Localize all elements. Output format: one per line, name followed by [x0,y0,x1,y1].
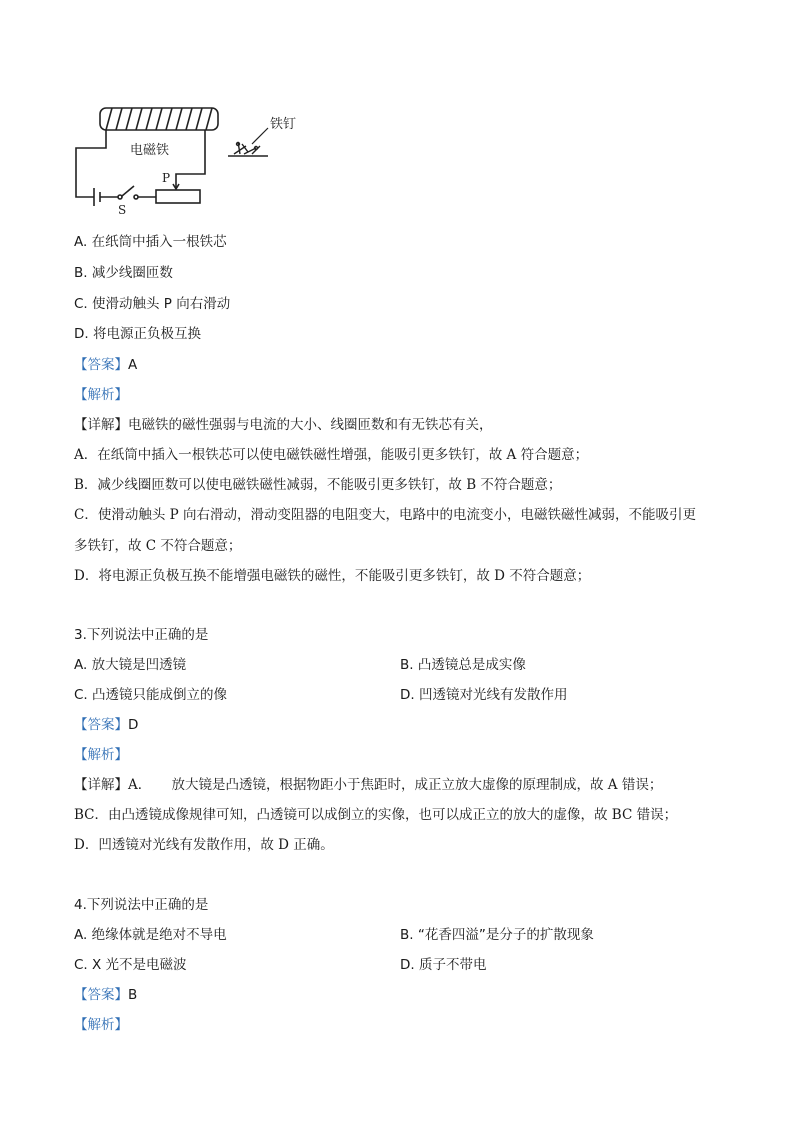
q4-option-d: D. 质子不带电 [400,957,487,973]
detail-tag: 【详解】 [74,777,128,793]
label-p: P [162,171,171,185]
q2-detail-0 [74,416,493,434]
answer-value: D [128,717,139,733]
q3-analysis-tag: 【解析】 [74,747,128,763]
q2-option-c: C. 使滑动触头 P 向右滑动 [74,296,231,312]
label-nails: 铁钉 [270,117,297,132]
label-s: S [118,203,127,217]
q3-detail-0 [74,776,662,794]
q3-stem: 3.下列说法中正确的是 [74,627,209,643]
detail-text: 电磁铁的磁性强弱与电流的大小、线圈匝数和有无铁芯有关， [128,417,493,433]
detail-text: A． 放大镜是凸透镜，根据物距小于焦距时，成正立放大虚像的原理制成，故 A 错误； [128,777,663,793]
q3-option-c: C. 凸透镜只能成倒立的像 [74,687,228,703]
nails-icon [234,142,260,154]
q2-detail-5: D．将电源正负极互换不能增强电磁铁的磁性，不能吸引更多铁钉，故 D 不符合题意； [74,568,591,584]
rheostat [156,190,200,203]
q2-detail-4: 多铁钉，故 C 不符合题意； [74,538,242,554]
q4-stem: 4.下列说法中正确的是 [74,897,209,913]
q4-analysis-tag: 【解析】 [74,1017,128,1033]
answer-tag: 【答案】 [74,357,128,373]
q4-option-c: C. X 光不是电磁波 [74,957,187,973]
electromagnet-circuit-diagram [70,102,310,222]
q2-option-a: A. 在纸筒中插入一根铁芯 [74,234,227,250]
q2-detail-3: C．使滑动触头 P 向右滑动，滑动变阻器的电阻变大，电路中的电流变小，电磁铁磁性减弱，不能吸引更 [74,507,696,523]
q3-option-d: D. 凹透镜对光线有发散作用 [400,687,568,703]
q3-detail-2: D．凹透镜对光线有发散作用，故 D 正确。 [74,837,334,853]
answer-value: B [128,987,138,1003]
label-electromagnet: 电磁铁 [130,143,170,158]
q4-option-b: B. “花香四溢”是分子的扩散现象 [400,927,594,943]
q3-answer [74,716,138,734]
q2-answer [74,356,137,374]
q3-option-a: A. 放大镜是凹透镜 [74,657,187,673]
answer-value: A [128,357,138,373]
q2-option-b: B. 减少线圈匝数 [74,265,173,281]
q2-analysis-tag: 【解析】 [74,387,128,403]
answer-tag: 【答案】 [74,987,128,1003]
q3-option-b: B. 凸透镜总是成实像 [400,657,526,673]
q4-answer [74,986,137,1004]
q3-detail-1: BC．由凸透镜成像规律可知，凸透镜可以成倒立的实像，也可以成正立的放大的虚像，故 BC 错误； [74,807,678,823]
answer-tag: 【答案】 [74,717,128,733]
detail-tag: 【详解】 [74,417,128,433]
q2-detail-2: B．减少线圈匝数可以使电磁铁磁性减弱，不能吸引更多铁钉，故 B 不符合题意； [74,477,562,493]
q4-option-a: A. 绝缘体就是绝对不导电 [74,927,227,943]
q2-detail-1: A．在纸筒中插入一根铁芯可以使电磁铁磁性增强，能吸引更多铁钉，故 A 符合题意； [74,447,589,463]
q2-option-d: D. 将电源正负极互换 [74,326,201,342]
